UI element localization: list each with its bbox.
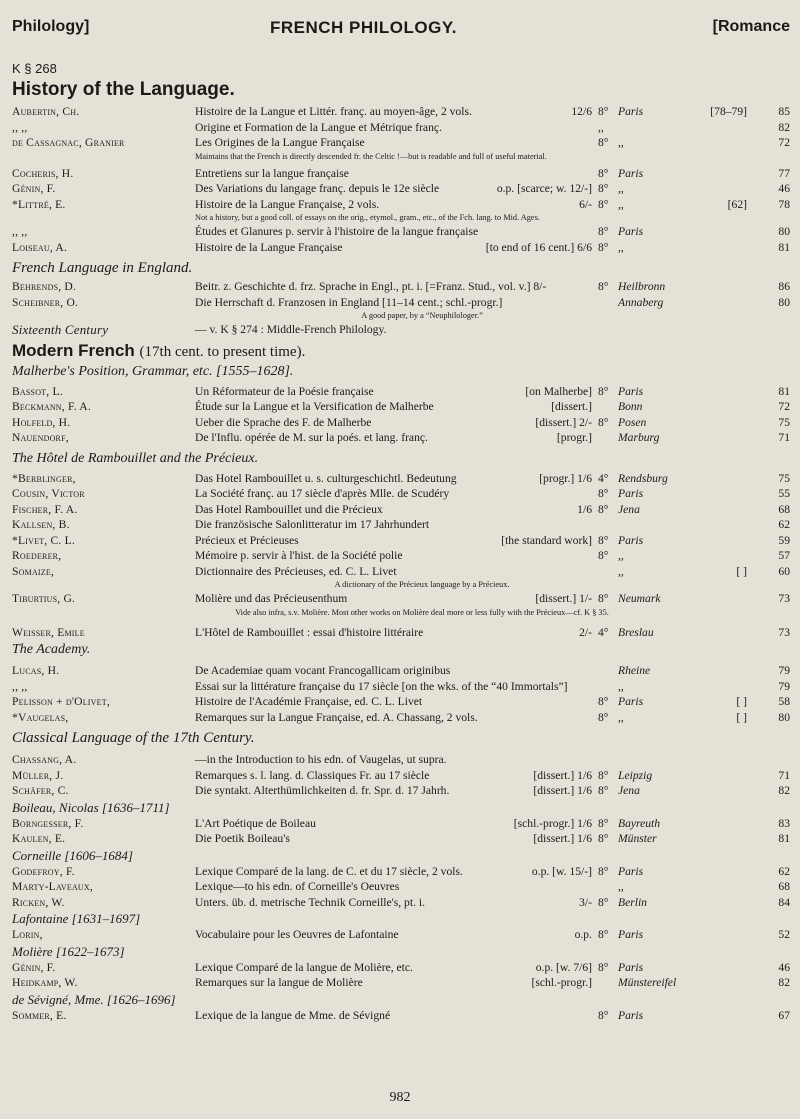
entry-year: 75 bbox=[778, 415, 790, 429]
entry-place: Paris bbox=[618, 384, 644, 398]
entry-price: [to end of 16 cent.] 6/6 bbox=[485, 240, 592, 254]
entry-place: Münster bbox=[618, 832, 657, 845]
entry-price: [progr.] bbox=[556, 431, 592, 444]
entry-year: 59 bbox=[778, 533, 790, 547]
entry-author: ,, ,, bbox=[12, 120, 28, 134]
entry-title: Mémoire p. servir à l'hist. de la Société polie bbox=[195, 549, 403, 562]
entry-title: La Société franç. au 17 siècle d'après Mlle. de Scudéry bbox=[195, 487, 450, 500]
entry-year: 82 bbox=[778, 976, 790, 989]
running-head-right: [Romance bbox=[712, 18, 790, 35]
entry-format: 8° bbox=[598, 502, 609, 516]
entry-title: Remarques s. l. lang. d. Classiques Fr. au 17 siècle bbox=[195, 768, 430, 782]
boileau-entries bbox=[12, 816, 792, 847]
entry-place: Bayreuth bbox=[618, 816, 661, 830]
entry-format: 8° bbox=[598, 166, 609, 180]
entry-place: Rheine bbox=[618, 664, 651, 677]
bibliography-entry bbox=[12, 166, 792, 182]
entry-previous-edition: [ ] bbox=[736, 564, 747, 578]
entry-format: 8° bbox=[598, 549, 609, 562]
entry-author: Pelisson + d'Olivet, bbox=[12, 695, 110, 708]
entry-format: 8° bbox=[598, 136, 609, 149]
entry-price: [dissert.] 1/6 bbox=[533, 832, 592, 845]
entry-year: 80 bbox=[778, 710, 790, 724]
entry-year: 58 bbox=[778, 695, 790, 708]
entry-format: 8° bbox=[598, 415, 609, 429]
entry-year: 62 bbox=[778, 864, 790, 878]
entry-year: 52 bbox=[778, 928, 790, 941]
entry-place: ,, bbox=[618, 880, 624, 893]
entry-author: ,, ,, bbox=[12, 679, 28, 693]
entry-year: 68 bbox=[778, 880, 790, 893]
entry-format: 8° bbox=[598, 960, 609, 974]
entry-format: 8° bbox=[598, 928, 609, 941]
entry-year: 46 bbox=[778, 182, 790, 195]
entry-author: *Vaugelas, bbox=[12, 710, 69, 724]
subheading-academy: The Academy. bbox=[12, 642, 91, 657]
entry-price: [dissert.] bbox=[551, 400, 592, 413]
entry-format: 8° bbox=[598, 225, 609, 238]
entry-year: 77 bbox=[778, 166, 790, 180]
entry-title: Vocabulaire pour les Oeuvres de Lafontaine bbox=[195, 928, 399, 941]
bibliography-entry bbox=[12, 384, 792, 400]
bibliography-entry bbox=[12, 625, 792, 641]
entry-title: Étude sur la Langue et la Versification de Malherbe bbox=[195, 400, 434, 413]
entry-place: ,, bbox=[618, 240, 624, 254]
entry-author: Cocheris, H. bbox=[12, 166, 74, 180]
entry-place: Paris bbox=[618, 533, 644, 547]
entry-title: Histoire de la Langue et Littér. franç. au moyen-âge, 2 vols. bbox=[195, 105, 472, 118]
entry-place: Jena bbox=[618, 784, 640, 797]
entry-price: [schl.-progr.] 1/6 bbox=[513, 816, 592, 830]
bibliography-entry bbox=[12, 279, 792, 295]
bibliography-entry bbox=[12, 927, 792, 943]
section-title: History of the Language. bbox=[12, 79, 235, 100]
subheading-classical: Classical Language of the 17th Century. bbox=[12, 730, 255, 746]
entry-place: Jena bbox=[618, 502, 640, 516]
bibliography-entry bbox=[12, 224, 792, 240]
entry-title: De l'Influ. opérée de M. sur la poés. et lang. franç. bbox=[195, 431, 428, 444]
entry-author: Borngesser, F. bbox=[12, 816, 84, 830]
entry-price: o.p. bbox=[574, 928, 592, 941]
entry-format: 8° bbox=[598, 384, 609, 398]
entry-year: 60 bbox=[778, 564, 790, 578]
entry-author: Tiburtius, G. bbox=[12, 592, 76, 605]
entry-year: 85 bbox=[778, 105, 790, 118]
entry-title: —in the Introduction to his edn. of Vaugelas, ut supra. bbox=[195, 753, 447, 766]
entry-place: Breslau bbox=[618, 625, 654, 639]
entry-title: Dictionnaire des Précieuses, ed. C. L. Livet bbox=[195, 564, 397, 578]
entry-previous-edition: [ ] bbox=[736, 710, 747, 724]
entry-place: Paris bbox=[618, 960, 644, 974]
entry-author: Scheibner, O. bbox=[12, 295, 79, 309]
entry-author: Sommer, E. bbox=[12, 1008, 67, 1022]
entry-author: Holfeld, H. bbox=[12, 415, 71, 429]
running-head-left: Philology] bbox=[12, 18, 90, 35]
entry-author: Roederer, bbox=[12, 549, 62, 562]
bibliography-entry bbox=[12, 663, 792, 679]
academy-entries bbox=[12, 663, 792, 725]
entry-title: Les Origines de la Langue Française bbox=[195, 136, 365, 149]
entry-price: o.p. [scarce; w. 12/-] bbox=[496, 182, 592, 195]
modern-french-heading bbox=[12, 340, 792, 362]
bibliography-entry bbox=[12, 1008, 792, 1024]
entry-title: Un Réformateur de la Poésie française bbox=[195, 384, 374, 398]
bibliography-entry bbox=[12, 768, 792, 784]
entry-place: Marburg bbox=[618, 431, 660, 444]
malherbe-entries bbox=[12, 384, 792, 446]
entry-year: 82 bbox=[778, 120, 790, 134]
entry-title: Das Hotel Rambouillet u. s. culturgeschichtl. Bedeutung bbox=[195, 471, 457, 485]
entry-place: Neumark bbox=[618, 592, 661, 605]
entry-price: [on Malherbe] bbox=[525, 384, 592, 398]
bibliography-entry bbox=[12, 564, 792, 580]
entry-note: A good paper, by a “Neuphilologer.” bbox=[361, 311, 483, 320]
entry-title: Études et Glanures p. servir à l'histoire de la langue française bbox=[195, 225, 479, 238]
sixteenth-text: — v. K § 274 : Middle-French Philology. bbox=[195, 323, 387, 336]
entry-title: Histoire de l'Académie Française, ed. C. L. Livet bbox=[195, 695, 423, 708]
entry-format: 8° bbox=[598, 832, 609, 845]
entry-year: 78 bbox=[778, 197, 790, 211]
entry-place: Leipzig bbox=[618, 768, 653, 782]
bibliography-entry bbox=[12, 752, 792, 768]
bibliography-entry bbox=[12, 533, 792, 549]
entry-format: 8° bbox=[598, 592, 609, 605]
subheading-rambouillet: The Hôtel de Rambouillet and the Précieux. bbox=[12, 450, 259, 466]
bibliography-entry bbox=[12, 399, 792, 415]
entry-title: De Academiae quam vocant Francogallicam originibus bbox=[195, 664, 451, 677]
bibliography-entry bbox=[12, 975, 792, 991]
entry-place: Paris bbox=[618, 225, 644, 238]
entry-previous-edition: [62] bbox=[727, 197, 747, 211]
entry-author: Génin, F. bbox=[12, 182, 56, 195]
entry-format: 8° bbox=[598, 816, 609, 830]
entry-format: 8° bbox=[598, 710, 609, 724]
entry-format: 8° bbox=[598, 1008, 609, 1022]
subheading-boileau: Boileau, Nicolas [1636–1711] bbox=[12, 799, 170, 815]
entry-title: Lexique—to his edn. of Corneille's Oeuvres bbox=[195, 880, 400, 893]
bibliography-entry bbox=[12, 471, 792, 487]
bibliography-entry bbox=[12, 895, 792, 911]
entry-format: 8° bbox=[598, 864, 609, 878]
entry-author: Chassang, A. bbox=[12, 753, 77, 766]
entry-place: Posen bbox=[618, 415, 647, 429]
lafontaine-entries bbox=[12, 927, 792, 943]
entry-year: 71 bbox=[778, 768, 790, 782]
entry-place: Münstereifel bbox=[618, 976, 677, 989]
entry-author: Behrends, D. bbox=[12, 280, 77, 293]
entry-place: ,, bbox=[618, 136, 624, 149]
entry-title: Des Variations du langage franç. depuis le 12e siècle bbox=[195, 182, 440, 195]
entry-year: 67 bbox=[778, 1008, 790, 1022]
entry-price: [the standard work] bbox=[501, 533, 592, 547]
entry-format: ,, bbox=[598, 120, 604, 134]
bibliography-entry bbox=[12, 710, 792, 726]
entry-title: Ueber die Sprache des F. de Malherbe bbox=[195, 415, 372, 429]
entry-author: Weisser, Emile bbox=[12, 625, 85, 639]
entry-title: Origine et Formation de la Langue et Métrique franç. bbox=[195, 120, 442, 134]
bibliography-entry bbox=[12, 864, 792, 880]
moliere-entries bbox=[12, 960, 792, 991]
entry-place: Paris bbox=[618, 928, 644, 941]
entry-title: Histoire de la Langue Française bbox=[195, 240, 343, 254]
bibliography-entry bbox=[12, 486, 792, 502]
history-entries bbox=[12, 104, 792, 255]
weisser-entry bbox=[12, 625, 792, 641]
corneille-entries bbox=[12, 864, 792, 911]
bibliography-entry bbox=[12, 879, 792, 895]
entry-place: Paris bbox=[618, 487, 644, 500]
entry-place: Paris bbox=[618, 166, 644, 180]
entry-title: Das Hotel Rambouillet und die Précieux bbox=[195, 502, 383, 516]
entry-title: Lexique de la langue de Mme. de Sévigné bbox=[195, 1008, 391, 1022]
entry-note: Not a history, but a good coll. of essays on the orig., etymol., gram., etc., of the Fch. lang. to Mid. Ages. bbox=[195, 213, 540, 222]
entry-title: Beitr. z. Geschichte d. frz. Sprache in Engl., pt. i. [=Franz. Stud., vol. v.] 8/- bbox=[195, 280, 547, 293]
entry-year: 86 bbox=[778, 280, 790, 293]
entry-title: L'Hôtel de Rambouillet : essai d'histoire littéraire bbox=[195, 625, 424, 639]
entry-price: 12/6 bbox=[571, 105, 592, 118]
entry-author: Loiseau, A. bbox=[12, 240, 68, 254]
entry-title: Remarques sur la langue de Molière bbox=[195, 976, 363, 989]
entry-place: Heilbronn bbox=[618, 280, 666, 293]
entry-year: 81 bbox=[778, 832, 790, 845]
entry-price: o.p. [w. 7/6] bbox=[535, 960, 592, 974]
entry-place: Rendsburg bbox=[618, 471, 668, 485]
entry-format: 8° bbox=[598, 182, 609, 195]
entry-author: Nauendorf, bbox=[12, 431, 69, 444]
entry-format: 8° bbox=[598, 784, 609, 797]
entry-price: 3/- bbox=[579, 895, 592, 909]
entry-format: 8° bbox=[598, 105, 609, 118]
entry-place: ,, bbox=[618, 564, 624, 578]
entry-price: [dissert.] 1/- bbox=[535, 592, 592, 605]
bibliography-entry bbox=[12, 104, 792, 120]
subheading-sevigne: de Sévigné, Mme. [1626–1696] bbox=[12, 991, 176, 1007]
entry-title: L'Art Poétique de Boileau bbox=[195, 816, 316, 830]
bibliography-entry bbox=[12, 197, 792, 213]
entry-year: 68 bbox=[778, 502, 790, 516]
subheading-corneille: Corneille [1606–1684] bbox=[12, 847, 133, 863]
entry-previous-edition: [ ] bbox=[736, 695, 747, 708]
entry-year: 79 bbox=[778, 664, 790, 677]
entry-author: Lorin, bbox=[12, 928, 43, 941]
entry-place: Annaberg bbox=[618, 295, 664, 309]
bibliography-entry bbox=[12, 694, 792, 710]
bibliography-entry bbox=[12, 831, 792, 847]
entry-price: 2/- bbox=[579, 625, 592, 639]
entry-title: Remarques sur la Langue Française, ed. A. Chassang, 2 vols. bbox=[195, 710, 478, 724]
entry-format: 8° bbox=[598, 533, 609, 547]
entry-author: Kallsen, B. bbox=[12, 518, 70, 531]
entry-previous-edition: [78–79] bbox=[710, 105, 747, 118]
entry-place: Paris bbox=[618, 105, 644, 118]
entry-year: 72 bbox=[778, 400, 790, 413]
rambouillet-entries bbox=[12, 471, 792, 580]
entry-price: [dissert.] 1/6 bbox=[533, 784, 592, 797]
section-code: K § 268 bbox=[12, 61, 57, 76]
entry-price: 6/- bbox=[579, 197, 592, 211]
entry-price: [dissert.] 2/- bbox=[535, 415, 592, 429]
entry-year: 57 bbox=[778, 549, 790, 562]
entry-year: 82 bbox=[778, 784, 790, 797]
entry-title: Précieux et Précieuses bbox=[195, 533, 299, 547]
entry-author: ,, ,, bbox=[12, 225, 28, 238]
bibliography-entry bbox=[12, 548, 792, 564]
bibliography-entry bbox=[12, 430, 792, 446]
entry-author: Lucas, H. bbox=[12, 664, 60, 677]
bibliography-content bbox=[12, 60, 792, 1023]
entry-author: *Livet, C. L. bbox=[12, 533, 76, 547]
entry-author: Bassot, L. bbox=[12, 384, 63, 398]
entry-year: 80 bbox=[778, 225, 790, 238]
entry-year: 55 bbox=[778, 487, 790, 500]
entry-price: 1/6 bbox=[577, 502, 592, 516]
entry-year: 72 bbox=[778, 136, 790, 149]
entry-price: [schl.-progr.] bbox=[531, 976, 592, 989]
entry-place: Paris bbox=[618, 695, 644, 708]
entry-place: ,, bbox=[618, 710, 624, 724]
entry-title: Essai sur la littérature française du 17 siècle [on the wks. of the “40 Immortals”] bbox=[195, 679, 568, 693]
entry-author: Heidkamp, W. bbox=[12, 976, 78, 989]
entry-year: 81 bbox=[778, 384, 790, 398]
entry-year: 80 bbox=[778, 295, 790, 309]
entry-author: Godefroy, F. bbox=[12, 864, 75, 878]
entry-author: de Cassagnac, Granier bbox=[12, 136, 125, 149]
bibliography-entry bbox=[12, 679, 792, 695]
entry-author: Marty-Laveaux, bbox=[12, 880, 93, 893]
entry-year: 71 bbox=[778, 431, 790, 444]
entry-format: 4° bbox=[598, 471, 609, 485]
bibliography-entry bbox=[12, 181, 792, 197]
entry-year: 46 bbox=[778, 960, 790, 974]
classical-entries bbox=[12, 752, 792, 799]
bibliography-entry bbox=[12, 591, 792, 607]
entry-place: ,, bbox=[618, 182, 624, 195]
entry-title: Lexique Comparé de la langue de Molière, etc. bbox=[195, 960, 413, 974]
entry-title: Histoire de la Langue Française, 2 vols. bbox=[195, 197, 380, 211]
entry-year: 79 bbox=[778, 679, 790, 693]
entry-author: Schäfer, C. bbox=[12, 784, 69, 797]
entry-place: ,, bbox=[618, 549, 624, 562]
entry-price: o.p. [w. 15/-] bbox=[531, 864, 592, 878]
entry-place: Berlin bbox=[618, 895, 647, 909]
entry-year: 73 bbox=[778, 625, 790, 639]
bibliography-entry bbox=[12, 816, 792, 832]
entry-place: Paris bbox=[618, 1008, 644, 1022]
entry-format: 8° bbox=[598, 895, 609, 909]
bibliography-entry bbox=[12, 135, 792, 151]
page-number: 982 bbox=[389, 1090, 411, 1105]
entry-author: Fischer, F. A. bbox=[12, 502, 78, 516]
entry-year: 62 bbox=[778, 518, 790, 531]
entry-year: 75 bbox=[778, 471, 790, 485]
entry-author: *Berblinger, bbox=[12, 471, 76, 485]
entry-price: [progr.] 1/6 bbox=[539, 471, 592, 485]
entry-author: Aubertin, Ch. bbox=[12, 105, 80, 118]
english-entries bbox=[12, 279, 792, 310]
entry-author: Kaulen, E. bbox=[12, 832, 66, 845]
entry-title: Die Poetik Boileau's bbox=[195, 832, 290, 845]
bibliography-entry bbox=[12, 120, 792, 136]
entry-year: 84 bbox=[778, 895, 790, 909]
modern-french-title: Modern French bbox=[12, 340, 135, 360]
entry-format: 8° bbox=[598, 197, 609, 211]
entry-title: Die französische Salonlitteratur im 17 Jahrhundert bbox=[195, 518, 430, 531]
entry-author: *Littré, E. bbox=[12, 197, 66, 211]
sixteenth-century-row bbox=[12, 322, 792, 338]
subheading-malherbe: Malherbe's Position, Grammar, etc. [1555–1628]. bbox=[12, 363, 294, 379]
entry-format: 8° bbox=[598, 768, 609, 782]
bibliography-entry bbox=[12, 517, 792, 533]
sevigne-entries bbox=[12, 1008, 792, 1024]
entry-place: ,, bbox=[618, 679, 624, 693]
entry-place: ,, bbox=[618, 197, 624, 211]
entry-author: Génin, F. bbox=[12, 960, 56, 974]
entry-author: Müller, J. bbox=[12, 768, 64, 782]
bibliography-entry bbox=[12, 502, 792, 518]
entry-year: 81 bbox=[778, 240, 790, 254]
entry-year: 73 bbox=[778, 592, 790, 605]
entry-author: Ricken, W. bbox=[12, 895, 65, 909]
entry-place: Bonn bbox=[618, 400, 643, 413]
entry-author: Beckmann, F. A. bbox=[12, 400, 91, 413]
bibliography-entry bbox=[12, 295, 792, 311]
entry-place: Paris bbox=[618, 864, 644, 878]
entry-title: Molière und das Précieusenthum bbox=[195, 592, 348, 605]
sixteenth-label: Sixteenth Century bbox=[12, 322, 109, 337]
entry-format: 8° bbox=[598, 280, 609, 293]
entry-author: Cousin, Victor bbox=[12, 487, 85, 500]
entry-format: 4° bbox=[598, 625, 609, 639]
entry-year: 83 bbox=[778, 816, 790, 830]
entry-note: Maintains that the French is directly descended fr. the Celtic !—but is readable and full of useful material. bbox=[195, 151, 547, 161]
bibliography-entry bbox=[12, 240, 792, 256]
subheading-moliere: Molière [1622–1673] bbox=[12, 943, 125, 959]
subheading-english: French Language in England. bbox=[12, 260, 193, 276]
bibliography-entry bbox=[12, 783, 792, 799]
modern-french-subtitle: (17th cent. to present time). bbox=[139, 343, 306, 360]
entry-format: 8° bbox=[598, 240, 609, 254]
entry-note: A dictionary of the Précieux language by a Précieux. bbox=[334, 580, 510, 589]
entry-note: Vide also infra, s.v. Molière. Most other works on Molière deal more or less fully with the Précieux—cf. K § 35. bbox=[235, 607, 609, 617]
bibliography-entry bbox=[12, 415, 792, 431]
entry-title: Entretiens sur la langue française bbox=[195, 166, 349, 180]
entry-author: Somaize, bbox=[12, 564, 55, 578]
entry-title: Die syntakt. Alterthümlichkeiten d. fr. Spr. d. 17 Jahrh. bbox=[195, 784, 450, 797]
bibliography-entry bbox=[12, 960, 792, 976]
running-head-center: FRENCH PHILOLOGY. bbox=[270, 18, 458, 37]
entry-title: Lexique Comparé de la lang. de C. et du 17 siècle, 2 vols. bbox=[195, 864, 463, 878]
tiburtius-entry bbox=[12, 591, 792, 607]
entry-price: [dissert.] 1/6 bbox=[533, 768, 592, 782]
subheading-lafontaine: Lafontaine [1631–1697] bbox=[12, 911, 141, 926]
entry-title: Die Herrschaft d. Franzosen in England [11–14 cent.; schl.-progr.] bbox=[195, 295, 503, 309]
entry-format: 8° bbox=[598, 695, 609, 708]
entry-title: Unters. üb. d. metrische Technik Corneille's, pt. i. bbox=[195, 895, 425, 909]
entry-format: 8° bbox=[598, 487, 609, 500]
